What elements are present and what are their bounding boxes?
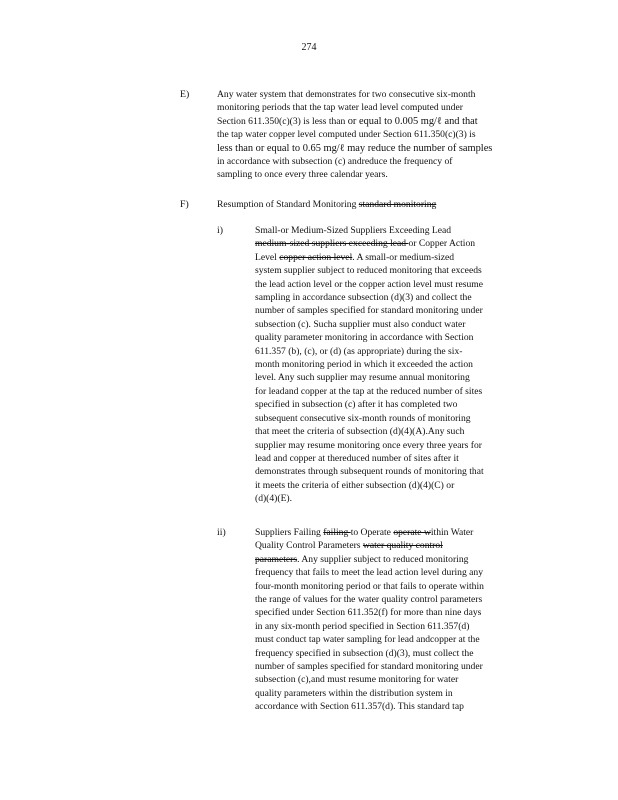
heading-text: Resumption of Standard Monitoring [217,199,359,210]
text-line: quality parameters within the distribution system in [255,687,453,699]
section-f-heading [217,198,517,211]
struck-text: water quality control [362,540,443,552]
text-line: Small-or Medium-Sized Suppliers Exceeding Lead [255,225,452,236]
section-f-label: F) [180,199,189,210]
text-line: the tap water copper level computed under Section 611.350(c)(3) is [217,129,476,141]
text-line: supplier may resume monitoring once every three years for [255,439,482,451]
section-e-label: E) [180,89,190,100]
struck-text: parameters [255,553,298,565]
text-line: sampling in accordance subsection (d)(3) and collect the [255,292,472,304]
text-line: level. Any such supplier may resume annual monitoring [255,372,470,384]
text-line: demonstrates through subsequent rounds of monitoring that [255,466,484,478]
struck-text: operate w [393,527,431,538]
text-line: lead and copper at thereduced number of sites after it [255,452,459,464]
text-line [255,237,545,250]
item-ii-label: ii) [217,527,226,538]
text-segment: Section 611.350(c)(3) is less than [217,115,348,127]
struck-text: copper action level [279,251,353,263]
struck-text: failing [323,527,351,538]
text-line [255,553,545,566]
text-line: (d)(4)(E). [255,493,293,505]
text-line: Any water system that demonstrates for two consecutive six-month [217,89,476,100]
text-line: month monitoring period in which it exceeded the action [255,359,473,371]
text-line: subsection (c). Sucha supplier must also conduct water [255,318,466,330]
text-line: for leadand copper at the tap at the reduced number of sites [255,385,483,397]
text-line [217,115,547,128]
text-line: that meet the criteria of subsection (d)(4)(A).Any such [255,426,465,438]
text-segment: ithin Water [430,527,474,538]
text-line: in accordance with subsection (c) andreduce the frequency of [217,156,453,168]
text-line: subsequent consecutive six-month rounds of monitoring [255,412,471,424]
text-line: number of samples specified for standard monitoring under [255,661,483,673]
struck-text: standard monitoring [358,199,437,210]
text-line: the lead action level or the copper action level must resume [255,278,484,290]
text-line: specified in subsection (c) after it has completed two [255,399,458,411]
section-e-text [217,88,547,182]
text-segment: . Any supplier subject to reduced monitoring [297,553,469,565]
text-line: it meets the criteria of either subsection (d)(4)(C) or [255,479,455,491]
text-line: monitoring periods that the tap water lead level computed under [217,102,463,114]
text-line: must conduct tap water sampling for lead andcopper at the [255,634,480,646]
struck-text: medium-sized suppliers exceeding lead [255,238,409,250]
item-i-label: i) [217,225,223,236]
text-line: the range of values for the water quality control parameters [255,594,483,606]
text-line: sampling to once every three calendar years. [217,169,388,181]
text-line: quality parameter monitoring in accordance with Section [255,332,474,344]
text-line: less than or equal to 0.65 mg/ℓ may reduce the number of samples [217,142,493,154]
text-line: specified under Section 611.352(f) for more than nine days [255,607,482,619]
text-line: system supplier subject to reduced monitoring that exceeds [255,265,482,277]
text-segment: Quality Control Parameters [255,540,363,552]
text-line [255,539,545,552]
text-line: 611.357 (b), (c), or (d) (as appropriate) during the six- [255,345,463,357]
text-segment: to Operate [350,527,394,538]
text-line: frequency that fails to meet the lead action level during any [255,567,484,579]
text-segment: or Copper Action [408,238,476,250]
text-line: number of samples specified for standard monitoring under [255,305,483,317]
text-segment: or equal to 0.005 mg/ℓ and that [347,115,478,127]
text-line: four-month monitoring period or that fails to operate within [255,580,484,592]
item-ii-text [255,526,545,714]
text-line: in any six-month period specified in Section 611.357(d) [255,620,470,632]
text-segment: Level [255,251,280,263]
page-number: 274 [301,42,317,53]
text-line: frequency specified in subsection (d)(3), must collect the [255,647,474,659]
text-segment: . A small-or medium-sized [352,251,455,263]
text-line: accordance with Section 611.357(d). This standard tap [255,701,464,713]
text-line [255,251,545,264]
text-segment: Suppliers Failing [255,527,324,538]
item-i-text [255,224,545,506]
text-line [255,526,545,539]
text-line: subsection (c),and must resume monitoring for water [255,674,459,686]
